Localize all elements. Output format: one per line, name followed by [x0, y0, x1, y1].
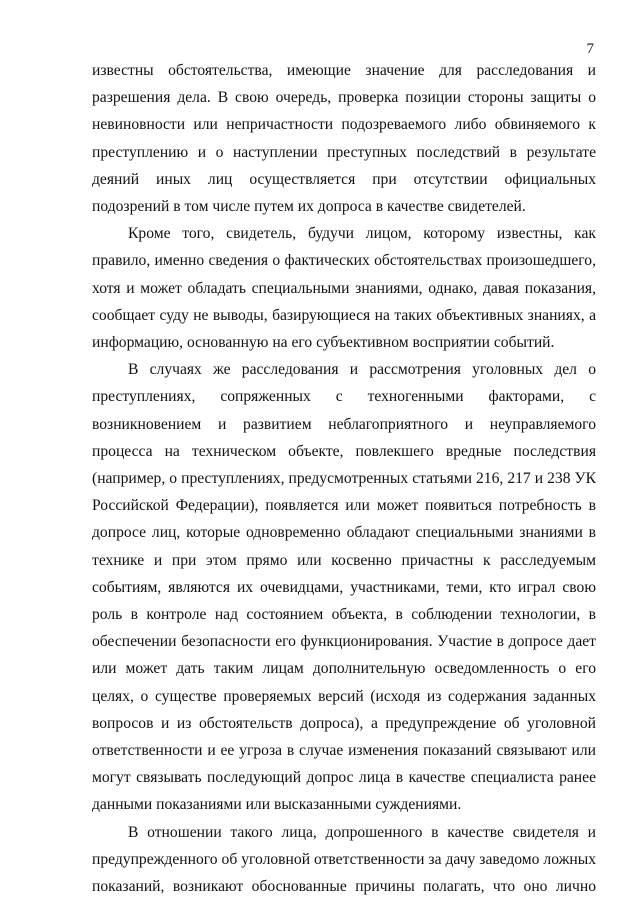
paragraph-witness-knowledge: Кроме того, свидетель, будучи лицом, которому известны, как правило, именно сведения о фактических обстоятельствах произошедшего, хотя и может обладать специальными знаниями, однако, давая показания, сообщает суду не выводы, базирующиеся на таких объективных знаниях, а информацию, основанную на его субъективном восприятии событий.	[92, 225, 596, 352]
paragraph-warned-witness: В отношении такого лица, допрошенного в качестве свидетеля и предупрежденного об уголовной ответственности за дачу заведомо ложных показаний, возникают обоснованные причины полагать, что оно лично	[92, 823, 596, 896]
paragraph-technogenic-cases: В случаях же расследования и рассмотрения уголовных дел о преступлениях, сопряженных с техногенными факторами, с возникновением и развитием неблагоприятного и неуправляемого процесса на техническом объекте, повлекшего вредные последствия (например, о преступлениях, предусмотренных статьями 216, 217 и 238 УК Российской Федерации), появляется или может появиться потребность в допросе лиц, которые одновременно обладают специальными знаниями в технике и при этом прямо или косвенно причастны к расследуемым событиям, являются их очевидцами, участниками, теми, кто играл свою роль в контроле над состоянием объекта, в соблюдении технологии, в обеспечении безопасности его функционирования. Участие в допросе дает или может дать таким лицам дополнительную осведомленность о его целях, о существе проверяемых версий (исходя из содержания заданных вопросов и из обстоятельств допроса), а предупреждение об уголовной ответственности и ее угроза в случае изменения показаний связывают или могут связывать последующий допрос лица в качестве специалиста ранее данными показаниями или высказанными суждениями.	[92, 361, 596, 814]
paragraph-continued: известны обстоятельства, имеющие значение для расследования и разрешения дела. В свою очередь, проверка позиции стороны защиты о невиновности или непричастности подозреваемого либо обвиняемого к преступлению и о наступлении преступных последствий в результате деяний иных лиц осуществляется при отсутствии официальных подозрений в том числе путем их допроса в качестве свидетелей.	[92, 62, 596, 216]
page-number: 7	[586, 41, 594, 57]
document-body	[92, 57, 596, 900]
